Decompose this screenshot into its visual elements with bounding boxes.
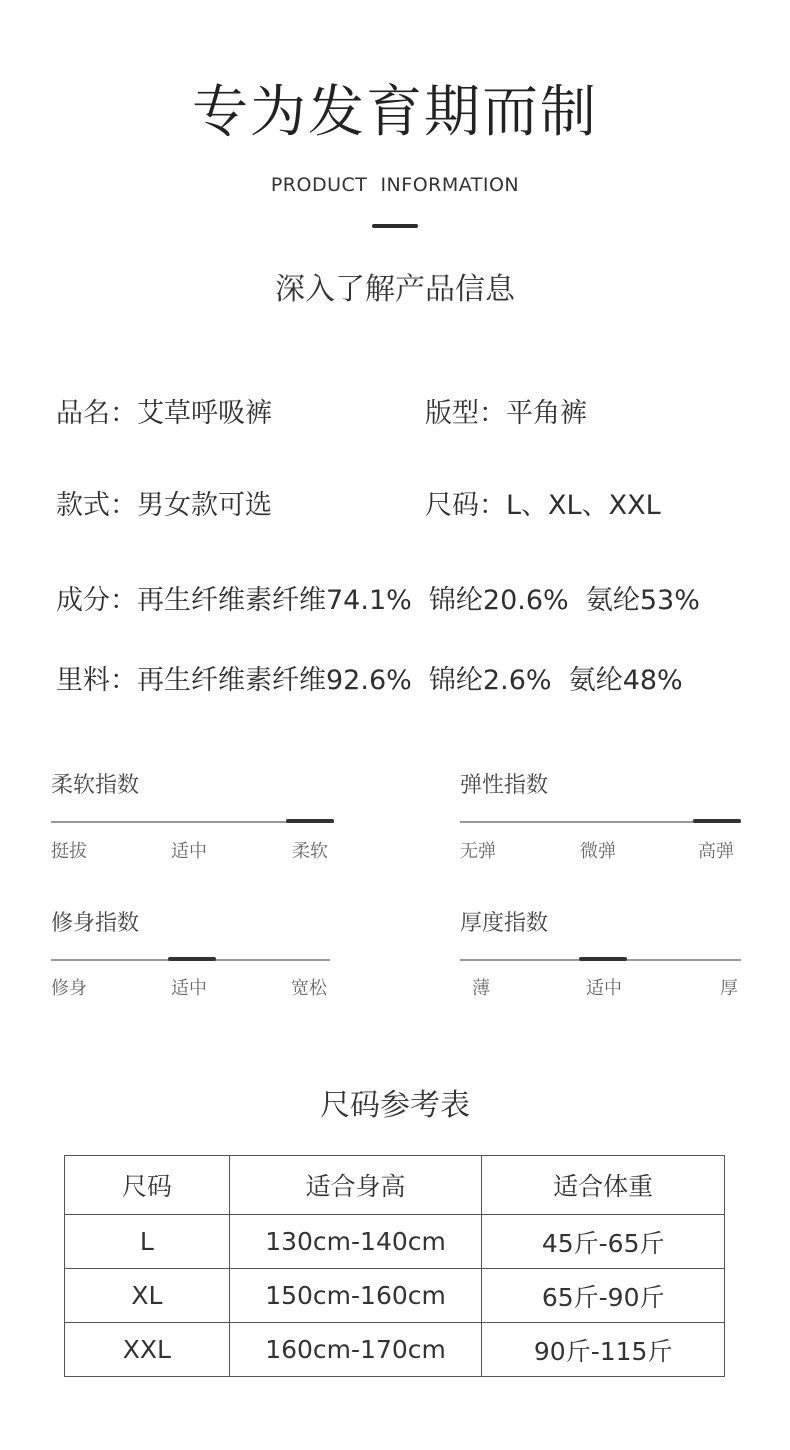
table-row [65,1269,725,1323]
softness-index-title: 柔软指数 [51,773,140,798]
table-cell-height: 150cm-160cm [229,1269,482,1323]
table-cell-size: XL [65,1269,230,1323]
elasticity-tick-mid: 微弹 [580,841,616,862]
table-cell-height: 130cm-140cm [229,1215,482,1269]
info-name-label: 品名： [56,398,137,429]
table-header-cell: 尺码 [65,1156,230,1215]
info-lining-label: 里料： [56,665,137,696]
elasticity-index-marker [693,819,741,823]
info-composition [56,583,700,619]
info-lining-value: 再生纤维素纤维92.6% 锦纶2.6% 氨纶48% [137,665,683,696]
table-row [65,1323,725,1377]
fit-tick-high: 宽松 [291,978,327,999]
info-size-value: L、XL、XXL [506,490,661,521]
info-composition-value: 再生纤维素纤维74.1% 锦纶20.6% 氨纶53% [137,585,700,616]
page-title: 专为发育期而制 [192,80,598,145]
info-composition-label: 成分： [56,585,137,616]
softness-tick-high: 柔软 [292,841,328,862]
fit-index-marker [168,957,216,961]
info-style-label: 款式： [56,490,137,521]
thickness-tick-low: 薄 [472,978,490,999]
table-cell-size: L [65,1215,230,1269]
size-chart-table [64,1155,725,1377]
softness-index-marker [286,819,334,823]
fit-index-title: 修身指数 [51,911,140,936]
section-heading: 深入了解产品信息 [275,272,515,307]
table-cell-weight: 65斤-90斤 [482,1269,725,1323]
table-cell-weight: 90斤-115斤 [482,1323,725,1377]
info-name-value: 艾草呼吸裤 [137,398,272,429]
softness-tick-low: 挺拔 [51,841,87,862]
thickness-index-title: 厚度指数 [460,911,549,936]
elasticity-index-title: 弹性指数 [460,773,549,798]
info-style [56,488,272,524]
table-header-cell: 适合体重 [482,1156,725,1215]
info-shape-label: 版型： [425,398,506,429]
table-row [65,1215,725,1269]
thickness-index-marker [579,957,627,961]
page-subtitle: PRODUCT INFORMATION [270,174,520,196]
fit-tick-mid: 适中 [171,978,207,999]
table-cell-size: XXL [65,1323,230,1377]
table-cell-weight: 45斤-65斤 [482,1215,725,1269]
info-shape [425,396,587,432]
thickness-tick-high: 厚 [720,978,738,999]
info-name [56,396,272,432]
table-header-cell: 适合身高 [229,1156,482,1215]
elasticity-tick-low: 无弹 [460,841,496,862]
softness-tick-mid: 适中 [171,841,207,862]
title-divider [372,224,418,228]
table-cell-height: 160cm-170cm [229,1323,482,1377]
table-header-row [65,1156,725,1215]
info-shape-value: 平角裤 [506,398,587,429]
info-size-label: 尺码： [425,490,506,521]
size-chart-title: 尺码参考表 [320,1088,470,1123]
thickness-tick-mid: 适中 [586,978,622,999]
info-size [425,488,661,524]
info-style-value: 男女款可选 [137,490,272,521]
info-lining [56,663,683,699]
fit-tick-low: 修身 [51,978,87,999]
elasticity-tick-high: 高弹 [698,841,734,862]
